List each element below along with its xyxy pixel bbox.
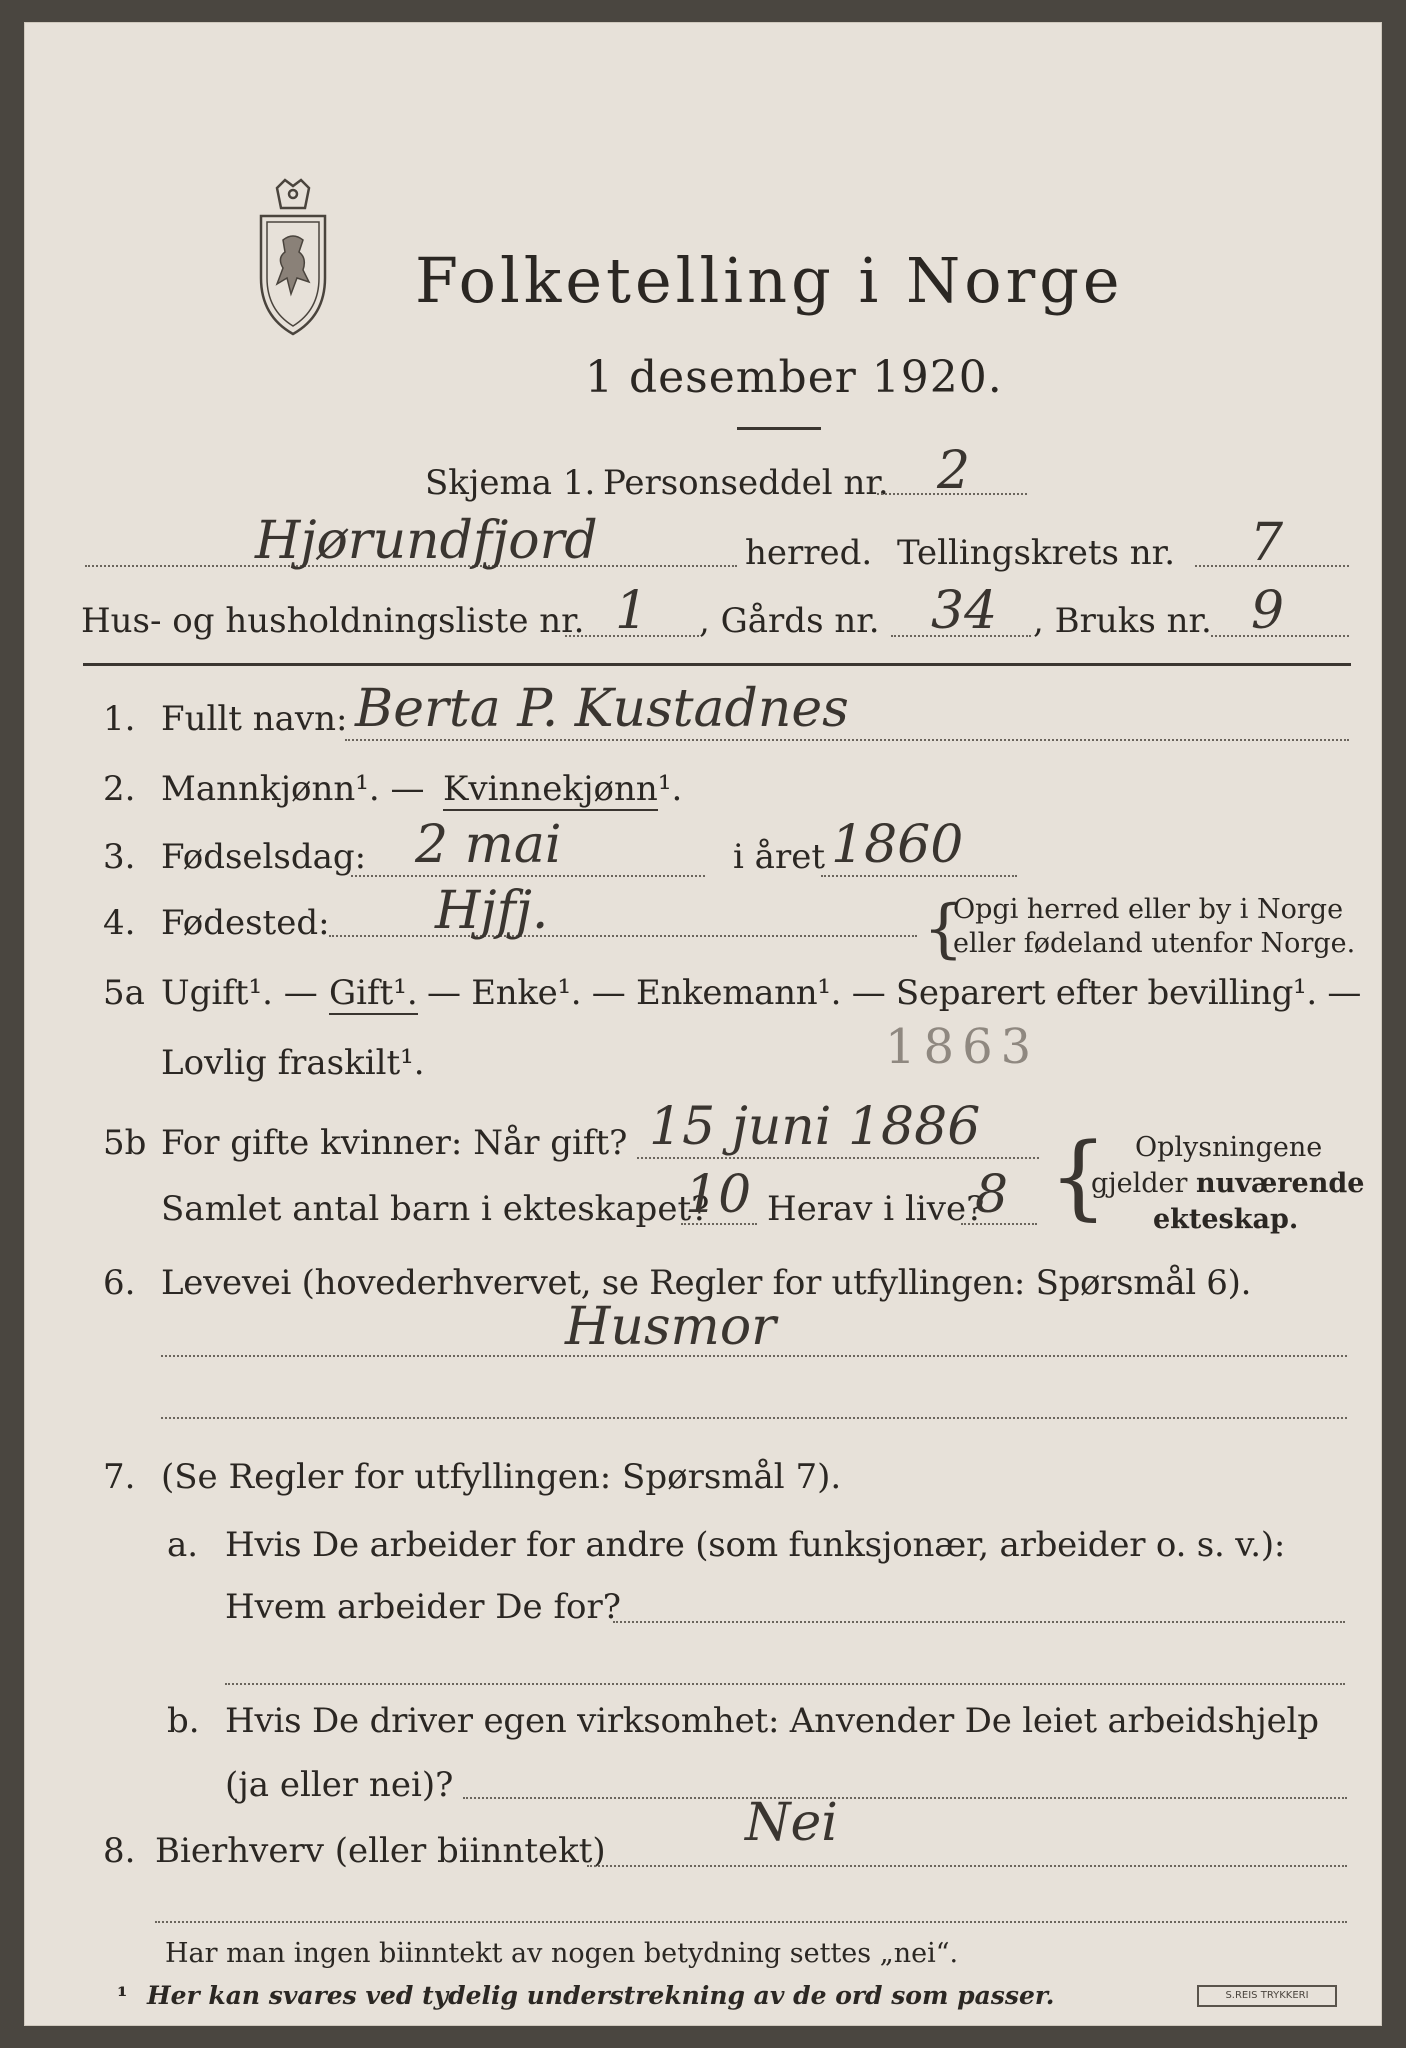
- hus-value: 1: [615, 581, 649, 641]
- q5a-pencil-note: 1863: [885, 1019, 1040, 1075]
- q4-brace: {: [923, 892, 964, 966]
- q7b-number: b.: [167, 1701, 200, 1741]
- bruks-value: 9: [1251, 581, 1285, 641]
- q8-value: Nei: [745, 1793, 838, 1853]
- tellingskrets-label: Tellingskrets nr.: [897, 533, 1176, 573]
- q2-mann: Mannkjønn¹. —: [161, 769, 425, 809]
- census-date: 1 desember 1920.: [585, 352, 1003, 403]
- q5b-note-line1: Oplysningene: [1135, 1132, 1323, 1163]
- q5b-note-line3: ekteskap.: [1153, 1204, 1299, 1235]
- q8-number: 8.: [103, 1831, 136, 1871]
- q3-label: Fødselsdag:: [161, 837, 367, 877]
- q2-kvinne-underlined: Kvinnekjønn: [443, 769, 658, 809]
- q3-line: [351, 875, 705, 877]
- q4-note-line1: Opgi herred eller by i Norge: [953, 894, 1344, 925]
- q5a-gift: [329, 973, 418, 1013]
- census-form: [24, 22, 1382, 2026]
- q5b-note-gjelder: gjelder: [1091, 1168, 1197, 1199]
- q5b-number: 5b: [103, 1123, 147, 1163]
- q4-note-line2: eller fødeland utenfor Norge.: [953, 928, 1356, 959]
- personseddel-label: Personseddel nr.: [603, 463, 889, 503]
- q1-label: Fullt navn:: [161, 699, 348, 739]
- q6-value: Husmor: [565, 1297, 776, 1357]
- herred-label: herred.: [745, 533, 873, 573]
- q7a-number: a.: [167, 1525, 199, 1565]
- q5a-ugift: Ugift¹. —: [161, 973, 318, 1013]
- footnote-marker: ¹: [117, 1981, 128, 2010]
- form-title: Folketelling i Norge: [415, 244, 1124, 317]
- q5b-note-nuvaerende: nuværende: [1196, 1168, 1365, 1199]
- bruks-label: , Bruks nr.: [1033, 601, 1212, 641]
- gards-label: , Gårds nr.: [699, 601, 880, 641]
- personseddel-value: 2: [937, 441, 971, 501]
- q7-number: 7.: [103, 1457, 136, 1497]
- q3-number: 3.: [103, 837, 136, 877]
- q5b-label3: Herav i live?: [767, 1189, 985, 1229]
- q5b-value2: 10: [685, 1165, 752, 1225]
- q4-value: Hjfj.: [435, 881, 549, 941]
- q7a-answer-line2: [225, 1683, 1345, 1685]
- q5a-fraskilt: Lovlig fraskilt¹.: [161, 1043, 425, 1083]
- q5b-line1: [637, 1157, 1039, 1159]
- q1-line: [345, 739, 1349, 741]
- q1-number: 1.: [103, 699, 136, 739]
- gards-value: 34: [931, 581, 998, 641]
- q4-label: Fødested:: [161, 903, 330, 943]
- q8-line2: [155, 1921, 1347, 1923]
- tellingskrets-value: 7: [1250, 513, 1284, 573]
- q5b-label1: For gifte kvinner: Når gift?: [161, 1123, 628, 1163]
- q6-line2: [161, 1417, 1347, 1419]
- q5a-gift-underlined: Gift¹.: [329, 973, 418, 1013]
- q2-kvinne: [443, 769, 682, 809]
- q7a-line2: Hvem arbeider De for?: [225, 1587, 621, 1627]
- footer-note: Har man ingen biinntekt av nogen betydning settes „nei“.: [165, 1938, 959, 1969]
- q3-aar-line: [821, 875, 1017, 877]
- title-divider: [737, 427, 821, 430]
- q3-aar-label: i året: [733, 837, 825, 877]
- q2-number: 2.: [103, 769, 136, 809]
- hus-label: Hus- og husholdningsliste nr.: [81, 601, 585, 641]
- herred-value: Hjørundfjord: [255, 511, 598, 571]
- q6-label: Levevei (hovederhvervet, se Regler for utfyllingen: Spørsmål 6).: [161, 1263, 1252, 1303]
- q3-value: 2 mai: [415, 815, 562, 875]
- q8-label: Bierhverv (eller biinntekt): [155, 1831, 606, 1871]
- skjema-label: Skjema 1.: [425, 463, 596, 503]
- q5a-number: 5a: [103, 973, 145, 1013]
- q5b-brace: {: [1049, 1123, 1108, 1230]
- q2-kvinne-sup: ¹.: [657, 769, 683, 809]
- q7-label: (Se Regler for utfyllingen: Spørsmål 7).: [161, 1457, 842, 1497]
- printer-stamp: S.REIS TRYKKERI: [1197, 1985, 1337, 2007]
- q8-line: [587, 1865, 1347, 1867]
- q5b-value1: 15 juni 1886: [649, 1097, 981, 1157]
- q1-value: Berta P. Kustadnes: [355, 679, 849, 739]
- q5a-rest: — Enke¹. — Enkemann¹. — Separert efter bevilling¹. —: [427, 973, 1362, 1013]
- q7a-answer-line1: [613, 1621, 1345, 1623]
- q3-aar-value: 1860: [831, 815, 964, 875]
- footnote-text: Her kan svares ved tydelig understrekning av de ord som passer.: [147, 1981, 1055, 2010]
- q4-number: 4.: [103, 903, 136, 943]
- q5b-note-line2: [1091, 1167, 1364, 1201]
- q7b-answer-line: [463, 1797, 1347, 1799]
- header-divider: [83, 663, 1351, 666]
- q6-number: 6.: [103, 1263, 136, 1303]
- q5b-value3: 8: [975, 1165, 1009, 1225]
- q7b-line1: Hvis De driver egen virksomhet: Anvender De leiet arbeidshjelp: [225, 1701, 1319, 1741]
- q7a-line1: Hvis De arbeider for andre (som funksjonær, arbeider o. s. v.):: [225, 1525, 1286, 1565]
- q4-line: [329, 935, 917, 937]
- q7b-line2: (ja eller nei)?: [225, 1765, 454, 1805]
- q5b-label2: Samlet antal barn i ekteskapet?: [161, 1189, 710, 1229]
- coat-of-arms-icon: [247, 178, 339, 338]
